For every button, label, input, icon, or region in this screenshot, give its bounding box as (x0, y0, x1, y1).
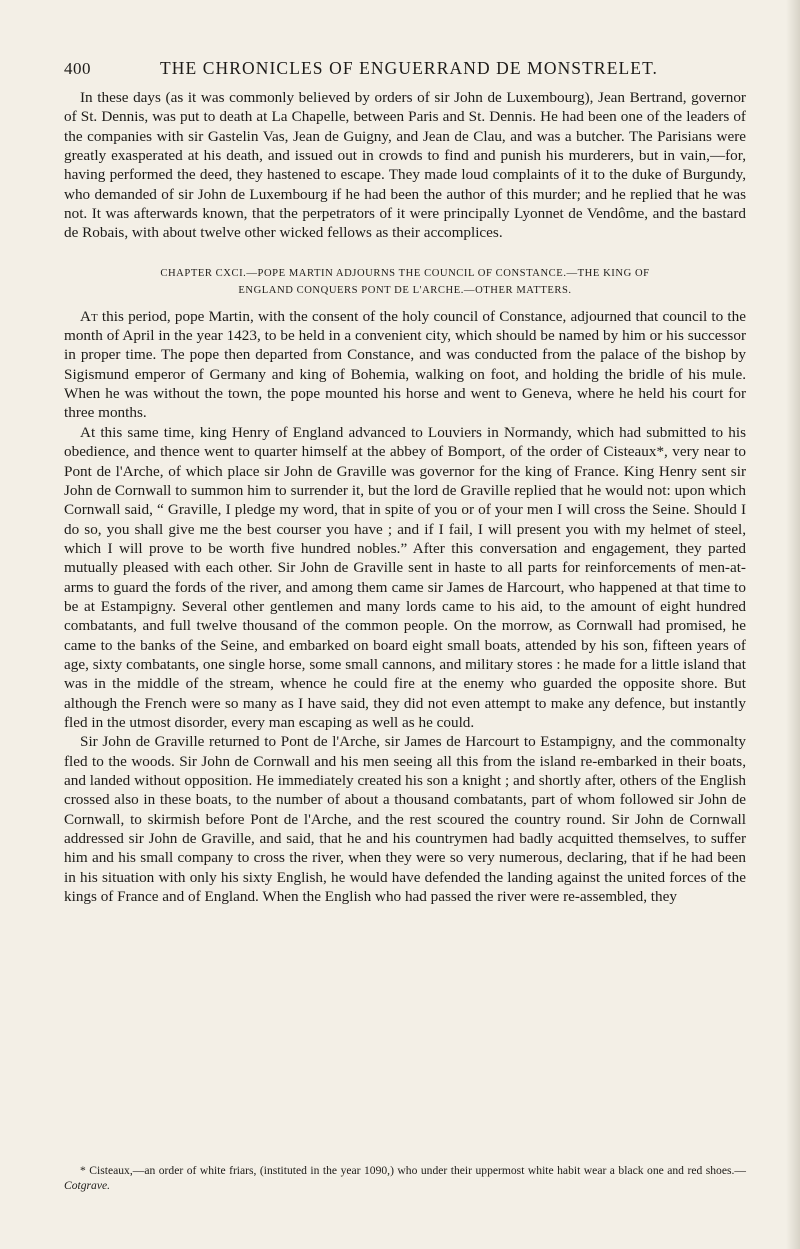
page-edge-shadow (786, 0, 800, 1249)
opening-text: this period, pope Martin, with the consent of the holy council of Constance, adjourned that council to the month of April in the year 1423, to be held in a convenient city, which should be named by him or his successor in proper time. The pope then departed from Constance, and was conducted from the palace of the bishop by Sigismund emperor of Germany and king of Bohemia, walking on foot, and holding the bridle of his mule. When he was without the town, the pope mounted his horse and went to Geneva, where he held his court for three months. (64, 307, 746, 422)
chapter-opening-paragraph (64, 307, 746, 423)
chapter-heading-line2: ENGLAND CONQUERS PONT DE L'ARCHE.—OTHER MATTERS. (238, 284, 572, 296)
paragraph: In these days (as it was commonly believed by orders of sir John de Luxembourg), Jean Bertrand, governor of St. Dennis, was put to death at La Chapelle, between Paris and St. Dennis. He had been one of the leaders of the companies with sir Gastelin Vas, Jean de Guigny, and Jean de Clau, and was a butcher. The Parisians were greatly exasperated at his death, and issued out in crowds to find and punish his murderers, but in vain,—for, having performed the deed, they hastened to escape. They made loud complaints of it to the duke of Burgundy, who demanded of sir John de Luxembourg if he had been the author of this murder; and he replied that he was not. It was afterwards known, that the perpetrators of it were principally Lyonnet de Vendôme, and the bastard de Robais, with about twelve other wicked fellows as their accomplices. (64, 89, 746, 242)
paragraph: Sir John de Graville returned to Pont de l'Arche, sir James de Harcourt to Estampigny, and the commonalty fled to the woods. Sir John de Cornwall and his men seeing all this from the island re-embarked in their boats, and landed without opposition. He immediately created his son a knight ; and shortly after, others of the English crossed also in these boats, to the number of about a thousand combatants, part of whom followed sir John de Cornwall, to skirmish before Pont de l'Arche, and the rest scoured the country round. Sir John de Cornwall addressed sir John de Graville, and said, that he and his countrymen had badly acquitted themselves, to suffer him and his small company to cross the river, when they were so very numerous, declaring, that if he had been in his situation with only his sixty English, he would have defended the landing against the united forces of the kings of France and of England. When the English who had passed the river were re-assembled, they (64, 733, 746, 906)
paragraph: At this same time, king Henry of England advanced to Louviers in Normandy, which had submitted to his obedience, and thence went to quarter himself at the abbey of Bomport, of the order of Cisteaux*, very near to Pont de l'Arche, of which place sir John de Graville was governor for the king of France. King Henry sent sir John de Cornwall to summon him to surrender it, but the lord de Graville replied that he would not: upon which Cornwall said, “ Graville, I pledge my word, that in spite of you or of your men I will cross the Seine. Should I do so, you shall give me the best courser you have ; and if I fail, I will present you with my helmet of steel, which I will prove to be worth five hundred nobles.” After this conversation and engagement, they parted mutually pleased with each other. Sir John de Graville sent in haste to all parts for reinforcements of men-at-arms to guard the fords of the river, and among them came sir James de Harcourt, who happened at that time to be at Estampigny. Several other gentlemen and many lords came to his aid, to the amount of eight hundred combatants, and full twelve thousand of the common people. On the morrow, as Cornwall had promised, he came to the banks of the Seine, and embarked on board eight small boats, attended by his son, fifteen years of age, sixty combatants, one single horse, some small cannons, and military stores : he made for a little island that was in the middle of the stream, whence he could fire at the enemy who guarded the opposite shore. But although the French were so many as I have said, they did not even attempt to make any defence, but instantly fled in the utmost disorder, every man escaping as well as he could. (64, 423, 746, 731)
footnote-text (64, 1163, 746, 1193)
running-head: THE CHRONICLES OF ENGUERRAND DE MONSTRELET. (159, 58, 659, 78)
footnote-body: * Cisteaux,—an order of white friars, (instituted in the year 1090,) who under their uppermost white habit wear a black one and red shoes.— (80, 1164, 746, 1177)
body-text (64, 88, 746, 906)
opening-word: At (80, 307, 98, 325)
chapter-heading (64, 265, 746, 299)
page-number: 400 (64, 59, 91, 78)
footnote-source: Cotgrave. (64, 1179, 111, 1192)
chapter-heading-line1: CHAPTER CXCI.—POPE MARTIN ADJOURNS THE COUNCIL OF CONSTANCE.—THE KING OF (160, 267, 650, 279)
page-header (64, 58, 744, 79)
footnote (64, 1163, 746, 1193)
